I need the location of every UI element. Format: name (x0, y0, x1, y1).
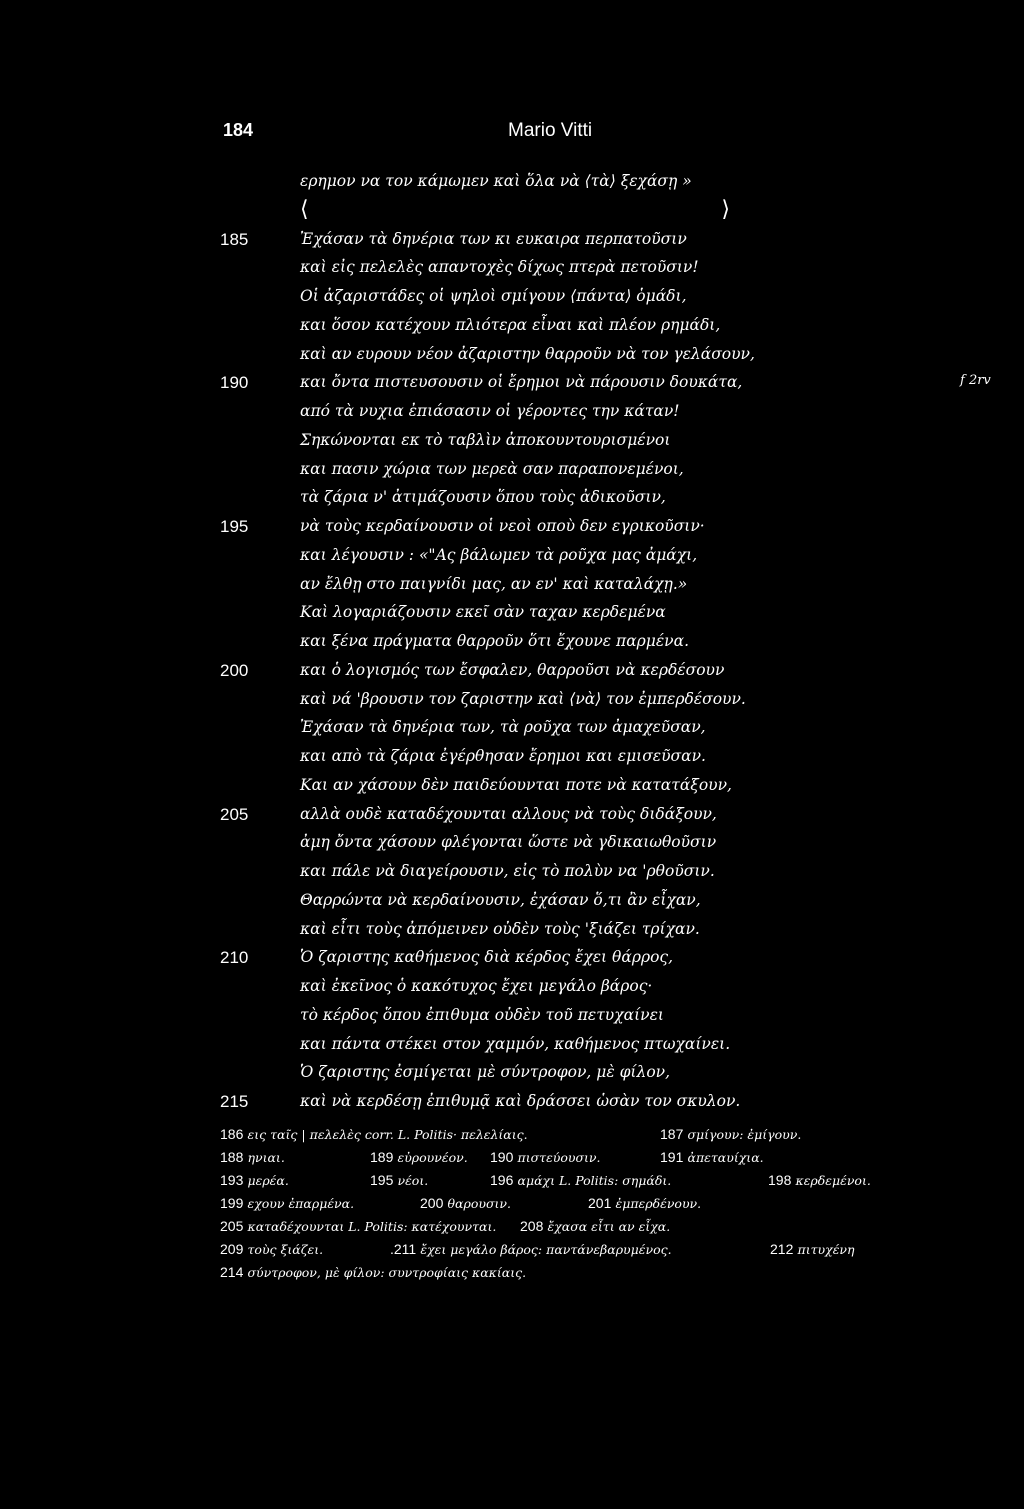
note-line (220, 1172, 900, 1195)
verse-text: από τὰ νυχια ἐπιάσασιν οἱ γέροντες την κάταν! (300, 402, 680, 420)
note-text: εὐρουνέον. (397, 1150, 468, 1165)
poem-line (0, 546, 1024, 575)
poem-line (0, 891, 1024, 920)
poem-line (0, 488, 1024, 517)
page-header (0, 120, 1024, 144)
poem-line (0, 977, 1024, 1006)
line-number: 190 (220, 373, 249, 393)
poem-line (0, 373, 1024, 402)
note-line-ref: 195 (370, 1172, 394, 1188)
note-text: πιτυχένη (797, 1242, 855, 1257)
note-line-ref: 209 (220, 1241, 244, 1257)
verse-text: Καὶ λογαριάζουσιν εκεῖ σὰν ταχαν κερδεμένα (300, 603, 666, 622)
note-line-ref: 186 (220, 1126, 244, 1142)
note-text: σμίγουν: ἐμίγουν. (687, 1127, 802, 1142)
line-number: 195 (220, 517, 249, 536)
verse-text: ερημον να τον κάμωμεν καὶ ὅλα νὰ ⟨τὰ⟩ ξεχάσῃ » (300, 172, 692, 190)
note-text: ηνιαι. (247, 1150, 285, 1165)
note-entry (370, 1172, 428, 1189)
verse-text: Σηκώνονται εκ τὸ ταβλὶν ἀποκουντουρισμένοι (300, 430, 671, 449)
verse-text: καὶ αν ευρουν νέον ἀζαριστην θαρροῦν νὰ τον γελάσουν, (300, 344, 755, 363)
verse-text: και πάλε νὰ διαγείρουσιν, εἰς τὸ πολὺν να 'ρθοῦσιν. (300, 862, 715, 880)
note-line-ref: 200 (420, 1195, 444, 1211)
poem-line (0, 948, 1024, 977)
poem-line (0, 862, 1024, 891)
note-text: πιστεύουσιν. (517, 1150, 601, 1165)
note-text: εις ταῖς | (247, 1127, 306, 1142)
verse-text: Οἱ ἀζαριστάδες οἱ ψηλοὶ σμίγουν ⟨πάντα⟩ ὁμάδι, (300, 287, 687, 305)
poem-line (0, 776, 1024, 805)
note-entry (220, 1126, 528, 1143)
poem-line (0, 805, 1024, 834)
poem-line (0, 661, 1024, 690)
verse-text: αλλὰ ουδὲ καταδέχουνται αλλους νὰ τοὺς διδάξουν, (300, 804, 717, 823)
verse-text: τὸ κέρδος ὅπου ἐπιθυμα οὐδὲν τοῦ πετυχαίνει (300, 1005, 664, 1024)
angle-bracket: ⟩ (721, 196, 730, 222)
note-entry (420, 1195, 511, 1212)
poem-line (0, 718, 1024, 747)
poem-text (0, 172, 1024, 1121)
note-line-ref: 188 (220, 1149, 244, 1165)
verse-text: νὰ τοὺς κερδαίνουσιν οἱ νεοὶ οποὺ δεν εγρικοῦσιν· (300, 517, 705, 535)
note-entry (220, 1218, 496, 1235)
poem-line (0, 517, 1024, 546)
note-line-ref: 214 (220, 1264, 244, 1280)
poem-line (0, 196, 1024, 230)
poem-line (0, 316, 1024, 345)
line-number: 185 (220, 229, 249, 249)
note-entry (390, 1241, 672, 1258)
verse-text: και απὸ τὰ ζάρια ἐγέρθησαν ἔρημοι και εμισεῦσαν. (300, 747, 706, 765)
note-line-ref: 198 (768, 1172, 792, 1188)
line-number: 205 (220, 804, 249, 824)
note-text: νέοι. (397, 1173, 429, 1188)
note-line-ref: 187 (660, 1126, 684, 1142)
note-text: τοὺς ξιάζει. (247, 1242, 324, 1257)
line-number: 215 (220, 1092, 249, 1111)
verse-text: και ὄντα πιστευσουσιν οἱ ἔρημοι νὰ πάρουσιν δουκάτα, (300, 373, 743, 392)
poem-line (0, 603, 1024, 632)
note-line-ref: 201 (588, 1195, 612, 1211)
note-text: εχουν ἐπαρμένα. (247, 1196, 355, 1211)
note-entry (220, 1149, 285, 1166)
note-entry (220, 1195, 354, 1212)
note-entry (490, 1149, 601, 1166)
note-entry (220, 1241, 323, 1258)
note-entry (520, 1218, 670, 1235)
verse-text: ἀμη ὄντα χάσουν φλέγονται ὥστε νὰ γδικαιωθοῦσιν (300, 833, 717, 852)
poem-line (0, 1092, 1024, 1121)
note-line-ref: 205 (220, 1218, 244, 1234)
note-line (220, 1126, 900, 1149)
note-text: αμάχι L. Politis: σημάδι. (517, 1173, 672, 1188)
note-entry (660, 1149, 764, 1166)
note-entry (490, 1172, 671, 1189)
poem-line (0, 230, 1024, 259)
note-line-ref: 191 (660, 1149, 684, 1165)
verse-text: Ἐχάσαν τὰ δηνέρια των κι ευκαιρα περπατοῦσιν (300, 229, 687, 248)
note-text: πελελὲς corr. L. Politis· πελελίαις. (309, 1127, 528, 1142)
poem-line (0, 632, 1024, 661)
note-line-ref: 208 (520, 1218, 544, 1234)
page-number: 184 (223, 120, 254, 140)
note-text: ἔχασα εἶτι αν εἶχα. (547, 1219, 671, 1234)
poem-line (0, 833, 1024, 862)
note-text: κερδεμένοι. (795, 1173, 871, 1188)
note-text: μερέα. (247, 1173, 289, 1188)
poem-line (0, 1063, 1024, 1092)
poem-line (0, 287, 1024, 316)
note-entry (660, 1126, 801, 1143)
lacuna-brackets (300, 197, 730, 222)
note-line (220, 1195, 900, 1218)
note-line-ref: 189 (370, 1149, 394, 1165)
note-line-ref: 196 (490, 1172, 514, 1188)
verse-text: καὶ νὰ κερδέσῃ ἐπιθυμᾷ καὶ δράσσει ὡσὰν τον σκυλον. (300, 1092, 741, 1110)
note-line-ref: 190 (490, 1149, 514, 1165)
poem-line (0, 747, 1024, 776)
poem-line (0, 402, 1024, 431)
note-entry (220, 1264, 526, 1281)
note-text: ἐμπερδένουν. (615, 1196, 702, 1211)
poem-line (0, 920, 1024, 949)
poem-line (0, 345, 1024, 374)
verse-text: Θαρρώντα νὰ κερδαίνουσιν, ἐχάσαν ὅ,τι ἂν εἶχαν, (300, 890, 701, 909)
folio-margin-note: f 2rv (960, 373, 991, 389)
note-line-ref: 199 (220, 1195, 244, 1211)
poem-line (0, 1006, 1024, 1035)
note-text: θαρουσιν. (447, 1196, 511, 1211)
verse-text: και πάντα στέκει στον χαμμόν, καθήμενος πτωχαίνει. (300, 1034, 731, 1053)
note-entry (770, 1241, 855, 1258)
verse-text: Ὁ ζαριστης καθήμενος διὰ κέρδος ἔχει θάρρος, (300, 948, 674, 967)
verse-text: καὶ εἰς πελελὲς απαντοχὲς δίχως πτερὰ πετοῦσιν! (300, 258, 699, 277)
note-text: ἀπεταυίχια. (687, 1150, 764, 1165)
poem-line (0, 575, 1024, 604)
note-line-ref: 193 (220, 1172, 244, 1188)
verse-text: και ὁ λογισμός των ἔσφαλεν, θαρροῦσι νὰ κερδέσουν (300, 660, 725, 679)
note-line (220, 1149, 900, 1172)
verse-text: τὰ ζάρια ν' ἀτιμάζουσιν ὅπου τοὺς ἀδικοῦσιν, (300, 488, 666, 507)
poem-line (0, 258, 1024, 287)
note-entry (220, 1172, 289, 1189)
verse-text: Και αν χάσουν δὲν παιδεύουνται ποτε νὰ κατατάξουν, (300, 775, 732, 794)
verse-text: Ὁ ζαριστης ἐσμίγεται μὲ σύντροφον, μὲ φίλον, (300, 1063, 671, 1082)
note-text: καταδέχουνται L. Politis: κατέχουνται. (247, 1219, 497, 1234)
note-line-ref: .211 (390, 1241, 417, 1257)
verse-text: και πασιν χώρια των μερεὰ σαν παραπονεμένοι, (300, 459, 684, 478)
verse-text: καὶ εἶτι τοὺς ἀπόμεινεν οὐδὲν τοὺς 'ξιάζει τρίχαν. (300, 919, 700, 938)
verse-text: και ξένα πράγματα θαρροῦν ὅτι ἔχουνε παρμένα. (300, 632, 689, 650)
note-text: ἔχει μεγάλο βάρος: παντάνεβαρυμένος. (420, 1242, 672, 1257)
poem-line (0, 431, 1024, 460)
poem-line (0, 460, 1024, 489)
poem-line (0, 690, 1024, 719)
line-number: 200 (220, 660, 249, 680)
note-entry (768, 1172, 871, 1189)
note-line (220, 1264, 900, 1287)
note-line-ref: 212 (770, 1241, 794, 1257)
verse-text: και ὅσον κατέχουν πλιότερα εἶναι καὶ πλέον ρημάδι, (300, 315, 721, 334)
verse-text: καὶ νά 'βρουσιν τον ζαριστην καὶ ⟨νὰ⟩ τον ἐμπερδέσουν. (300, 689, 746, 708)
angle-bracket: ⟨ (300, 196, 309, 222)
line-number: 210 (220, 948, 249, 968)
verse-text: και λέγουσιν : «"Ας βάλωμεν τὰ ροῦχα μας ἀμάχι, (300, 545, 698, 564)
running-head-author: Mario Vitti (508, 120, 593, 141)
poem-line (0, 1035, 1024, 1064)
verse-text: αν ἔλθῃ στο παιγνίδι μας, αν εν' καὶ καταλάχῃ.» (300, 574, 688, 593)
note-line (220, 1218, 900, 1241)
note-entry (588, 1195, 701, 1212)
verse-text: Ἐχάσαν τὰ δηνέρια των, τὰ ροῦχα των ἀμαχεῦσαν, (300, 718, 706, 737)
note-entry (370, 1149, 468, 1166)
note-text: σύντροφον, μὲ φίλον: συντροφίαις κακίαις. (247, 1265, 527, 1280)
note-line (220, 1241, 900, 1264)
apparatus-notes (220, 1126, 900, 1287)
verse-text: καὶ ἐκεῖνος ὁ κακότυχος ἔχει μεγάλο βάρος· (300, 977, 653, 995)
